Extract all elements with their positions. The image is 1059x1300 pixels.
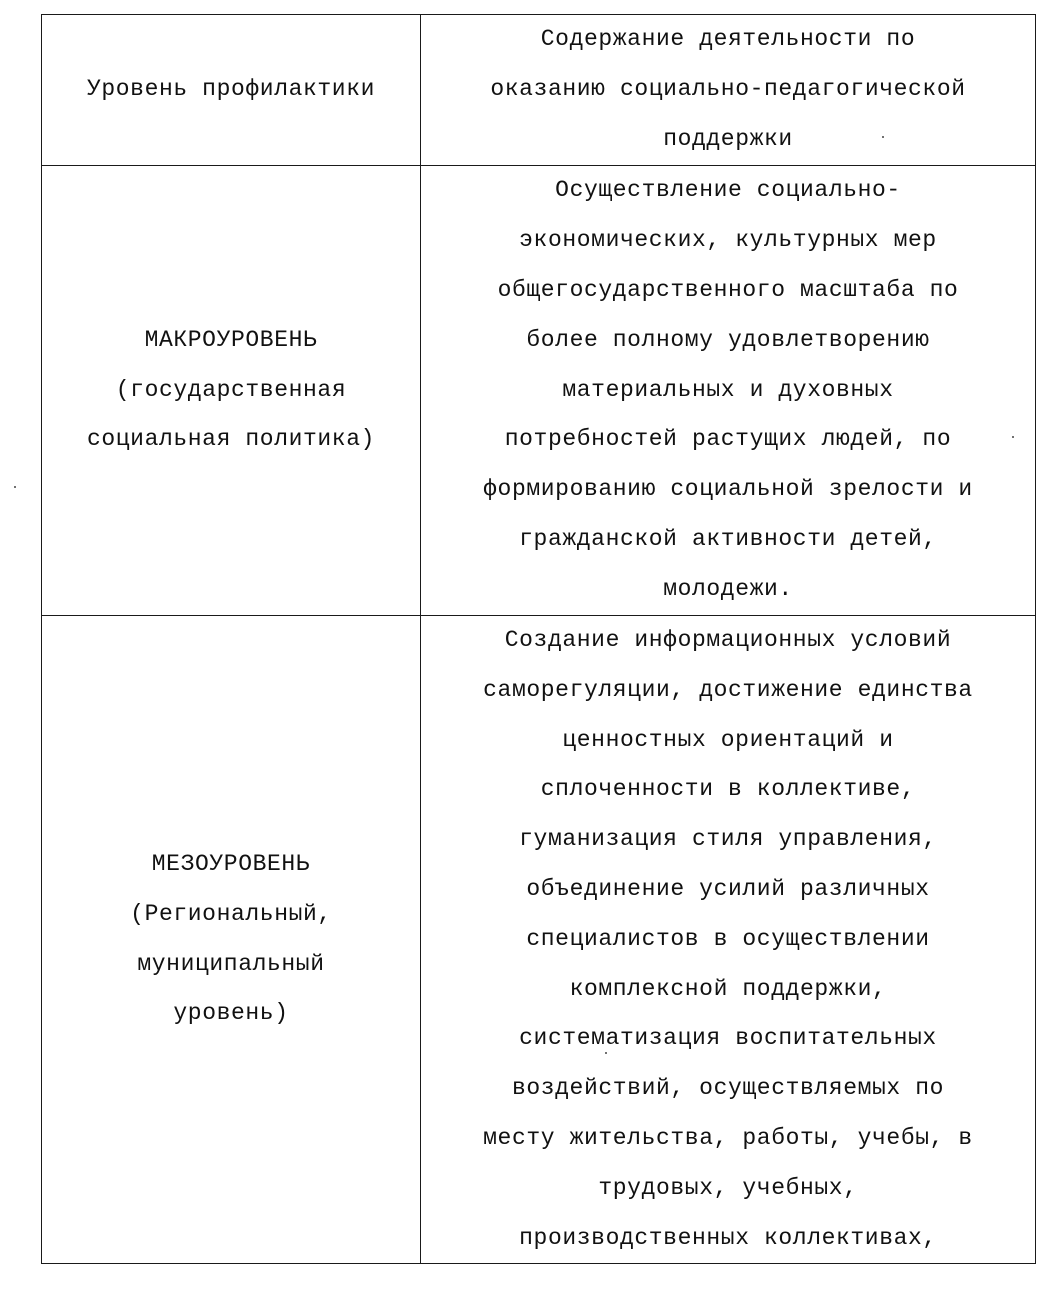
macro-level-line: (государственная	[115, 376, 347, 403]
macro-content-cell	[421, 166, 1036, 616]
meso-level-line: уровень)	[173, 1000, 289, 1027]
prevention-levels-table	[41, 14, 1036, 1264]
header-content-cell	[421, 15, 1036, 166]
meso-content-line: месту жительства, работы, учебы, в	[483, 1124, 973, 1151]
macro-content-line: формированию социальной зрелости и	[483, 476, 973, 503]
meso-content-line: систематизация воспитательных	[519, 1025, 937, 1052]
scan-speck	[605, 1052, 607, 1054]
header-content-line: Содержание деятельности по	[540, 26, 916, 53]
meso-content-line: сплоченности в коллективе,	[540, 776, 916, 803]
header-level-cell	[42, 15, 421, 166]
macro-content-line: материальных и духовных	[562, 376, 894, 403]
meso-content-line: комплексной поддержки,	[569, 975, 887, 1002]
macro-content-line: Осуществление социально-	[555, 177, 901, 204]
macro-content-line: экономических, культурных мер	[519, 227, 937, 254]
macro-content-line: молодежи.	[663, 575, 793, 602]
header-level-line: Уровень профилактики	[86, 76, 376, 103]
meso-level-line: (Региональный,	[130, 900, 332, 927]
meso-content-line: объединение усилий различных	[526, 875, 930, 902]
header-content-line: поддержки	[663, 125, 793, 152]
scan-speck	[1012, 436, 1014, 438]
table-row-meso	[42, 616, 1036, 1264]
meso-content-line: воздействий, осуществляемых по	[511, 1075, 945, 1102]
macro-level-line: МАКРОУРОВЕНЬ	[144, 326, 318, 353]
meso-level-line: муниципальный	[137, 950, 325, 977]
macro-content-line: более полному удовлетворению	[526, 326, 930, 353]
macro-content-line: гражданской активности детей,	[519, 525, 937, 552]
meso-content-cell	[421, 616, 1036, 1264]
table-header-row	[42, 15, 1036, 166]
meso-content-line: гуманизация стиля управления,	[519, 826, 937, 853]
header-content-line: оказанию социально-педагогической	[490, 76, 966, 103]
meso-level-line: МЕЗОУРОВЕНЬ	[151, 851, 311, 878]
meso-content-line: ценностных ориентаций и	[562, 726, 894, 753]
macro-content-line: потребностей растущих людей, по	[504, 426, 952, 453]
macro-level-cell	[42, 166, 421, 616]
meso-content-line: трудовых, учебных,	[598, 1174, 858, 1201]
macro-content-line: общегосударственного масштаба по	[497, 277, 959, 303]
meso-content-line: саморегуляции, достижение единства	[483, 676, 973, 703]
meso-content-line: Создание информационных условий	[504, 627, 952, 653]
scan-speck	[882, 136, 884, 138]
meso-level-cell	[42, 616, 421, 1264]
scan-speck	[14, 486, 16, 488]
meso-content-line: производственных коллективах,	[519, 1224, 937, 1251]
meso-content-line: специалистов в осуществлении	[526, 925, 930, 952]
macro-level-line: социальная политика)	[86, 426, 376, 453]
table-row-macro	[42, 166, 1036, 616]
